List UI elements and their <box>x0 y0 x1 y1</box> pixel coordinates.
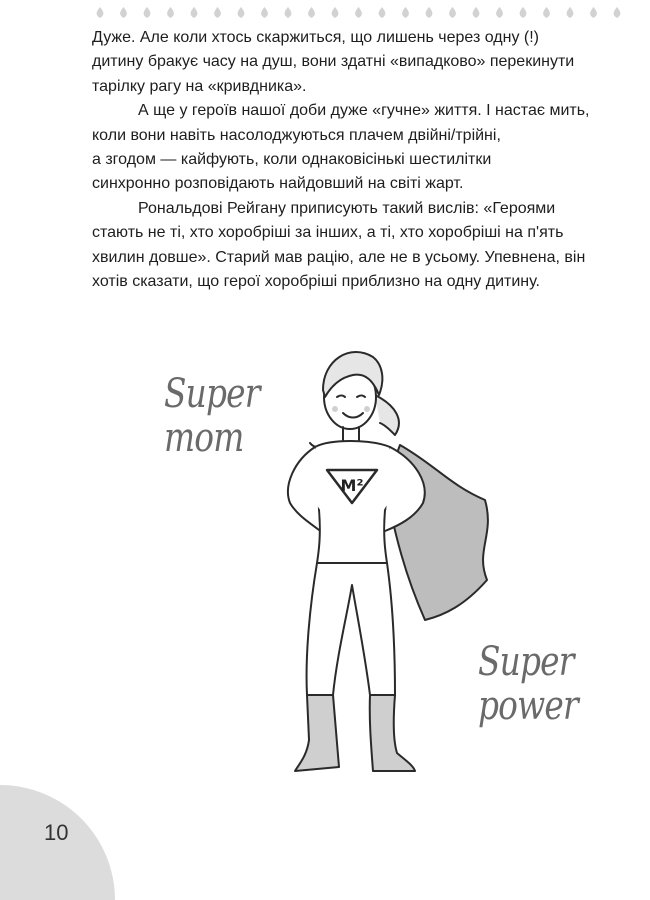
drop-icon <box>167 7 174 18</box>
right-boot <box>370 695 415 771</box>
drop-icon <box>496 7 503 18</box>
text-line: дитину бракує часу на душ, вони здатні «випадково» перекинути <box>92 53 575 71</box>
drop-icon <box>355 7 362 18</box>
drop-icon <box>214 7 221 18</box>
text-line: хвилин довше». Старий мав рацію, але не в усьому. Упевнена, він <box>92 248 586 266</box>
drop-icon <box>238 7 245 18</box>
drop-icon <box>473 7 480 18</box>
text-line: Рональдові Рейгану приписують такий вислів: «Героями <box>138 199 556 217</box>
text-line: синхронно розповідають найдовший на світі жарт. <box>92 175 464 193</box>
text-line: Дуже. Але коли хтось скаржиться, що лишень через одну (!) <box>92 29 539 46</box>
super-power-label-line-2: power <box>478 683 578 729</box>
text-line: хотів сказати, що герої хоробріші приблизно на одну дитину. <box>92 273 540 291</box>
drop-icon <box>567 7 574 18</box>
drop-icon <box>285 7 292 18</box>
text-line: а згодом — кайфують, коли однаковісінькі шестилітки <box>92 151 492 169</box>
text-line: стають не ті, хто хоробріші за інших, а ті, хто хоробріші на п'ять <box>92 224 564 242</box>
drop-icon <box>332 7 339 18</box>
super-mom-label <box>164 372 260 460</box>
text-line: коли вони навіть насолоджуються плачем двійні/трійні, <box>92 126 501 144</box>
left-boot <box>295 695 339 771</box>
page-number: 10 <box>44 820 69 845</box>
drop-icon <box>402 7 409 18</box>
body-text <box>92 26 637 294</box>
decorative-drop-border <box>96 6 636 20</box>
paragraph-2 <box>92 99 637 197</box>
super-mom-label-line-2: mom <box>164 415 244 461</box>
drop-icon <box>426 7 433 18</box>
drop-icon <box>144 7 151 18</box>
text-line: А ще у героїв нашої доби дуже «гучне» життя. І настає мить, <box>138 102 590 120</box>
drop-icon <box>379 7 386 18</box>
text-line: тарілку рагу на «кривдника». <box>92 77 307 95</box>
drop-icon <box>449 7 456 18</box>
super-mom-label-line-1: Super <box>164 371 260 417</box>
legs-shape <box>307 563 395 695</box>
drop-icon <box>308 7 315 18</box>
super-power-label-line-1: Super <box>478 639 574 685</box>
drop-icon <box>120 7 127 18</box>
drop-icon <box>614 7 621 18</box>
drop-icon <box>520 7 527 18</box>
supermom-illustration <box>255 335 505 785</box>
drop-icon <box>97 7 104 18</box>
drop-icon <box>543 7 550 18</box>
drop-icon <box>261 7 268 18</box>
paragraph-3 <box>92 197 637 295</box>
drop-icon <box>191 7 198 18</box>
paragraph-1 <box>92 26 637 99</box>
drop-icon <box>590 7 597 18</box>
emblem-text: M² <box>340 476 364 495</box>
